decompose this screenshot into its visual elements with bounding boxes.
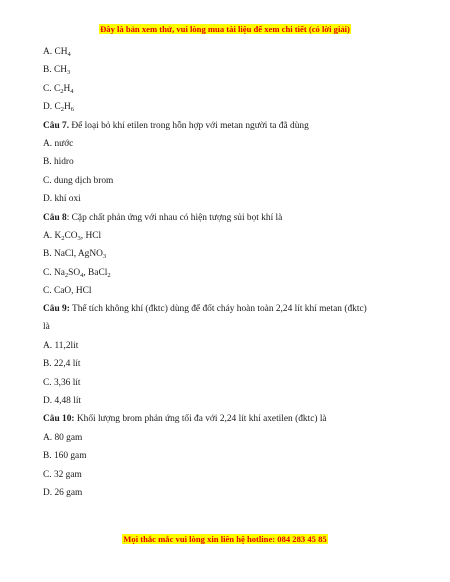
hotline-banner-text: Mọi thắc mắc vui lòng xin liên hệ hotline: 084 283 45 85 xyxy=(123,534,327,544)
preview-banner xyxy=(0,24,450,34)
option-a: A. nước xyxy=(43,138,74,149)
option-c: C. $Na_2SO_4$, BaCl$_2$ xyxy=(43,267,111,279)
question-9-continuation: là xyxy=(43,322,50,333)
option-b: B. 22,4 lít xyxy=(43,359,81,370)
option-a: A. 80 gam xyxy=(43,432,83,443)
option-d: D. 4,48 lít xyxy=(43,396,82,407)
question-label: Câu 10: xyxy=(43,414,75,425)
question-8: Câu 8: Cặp chất phản ứng với nhau có hiện tượng sủi bọt khí là xyxy=(43,212,283,223)
option-b: B. hidro xyxy=(43,157,74,168)
option-b: B. $CH_3$ xyxy=(43,65,71,77)
option-a: A. $K_2CO_3$, HCl xyxy=(43,230,102,242)
question-label: Câu 7. xyxy=(43,120,70,131)
option-c: C. dung dịch brom xyxy=(43,175,114,186)
hotline-banner xyxy=(0,534,450,544)
option-c: C. 32 gam xyxy=(43,469,82,480)
question-9: Câu 9: Thể tích không khí (đktc) dùng để đốt cháy hoàn toàn 2,24 lít khí metan (đktc) xyxy=(43,304,367,315)
option-b: B. 160 gam xyxy=(43,451,87,462)
option-d: D. $C_2H_6$ xyxy=(43,102,74,114)
option-d: D. khí oxi xyxy=(43,194,81,205)
question-10: Câu 10: Khối lượng brom phản ứng tối đa với 2,24 lít khí axetilen (đktc) là xyxy=(43,414,327,425)
option-c: C. 3,36 lít xyxy=(43,377,81,388)
option-c: C. $C_2H_4$ xyxy=(43,83,74,95)
preview-banner-text: Đây là bản xem thử, vui lòng mua tài liệu để xem chi tiết (có lời giải) xyxy=(100,24,350,34)
question-label: Câu 8 xyxy=(43,212,67,223)
option-a: A. 11,2lit xyxy=(43,340,79,351)
option-d: C. CaO, HCl xyxy=(43,286,92,297)
option-b: B. NaCl, AgNO$_3$ xyxy=(43,249,107,261)
option-d: D. 26 gam xyxy=(43,487,83,498)
question-7: Câu 7. Để loại bỏ khí etilen trong hỗn hợp với metan người ta đã dùng xyxy=(43,120,309,131)
option-a: A. $CH_4$ xyxy=(43,47,71,58)
question-label: Câu 9: xyxy=(43,304,70,315)
question-content xyxy=(43,46,419,505)
